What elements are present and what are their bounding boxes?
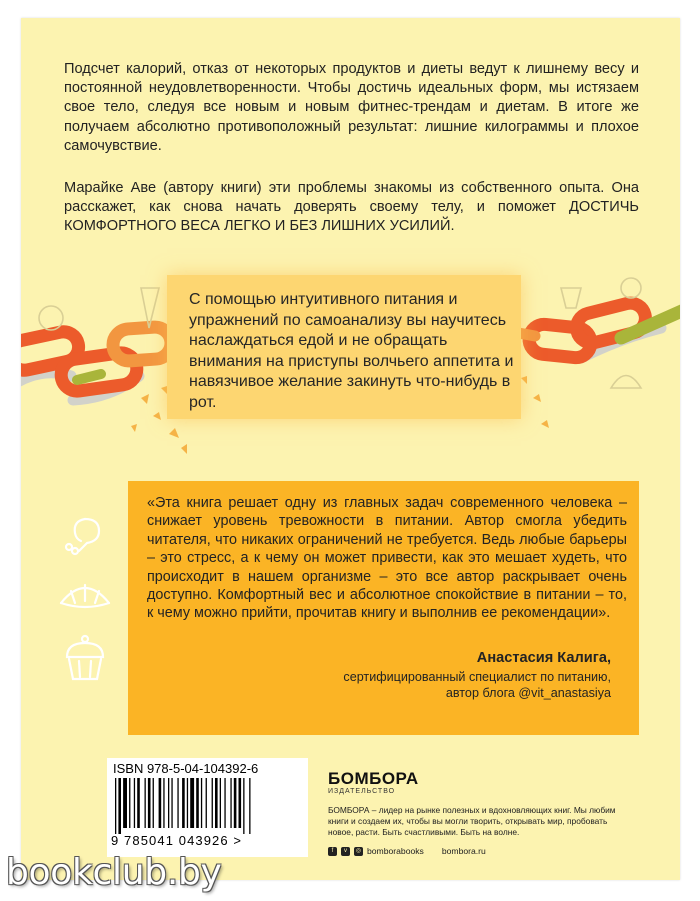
barcode-image: [113, 778, 303, 834]
barcode-block: [107, 758, 308, 857]
vk-icon: v: [341, 847, 350, 856]
intro-paragraph-2: Марайке Аве (автору книги) эти проблемы знакомы из собственного опыта. Она расскажет, как снова начать доверять своему телу, и поможет ДОСТИЧЬ КОМФОРТНОГО ВЕСА ЛЕГКО И БЕЗ ЛИШНИХ УСИЛИЙ.: [64, 180, 639, 235]
quote-author-role: [231, 669, 611, 701]
book-back-cover: [21, 18, 680, 880]
publisher-logo: БОМБОРА: [328, 769, 419, 788]
publisher-website: bombora.ru: [441, 846, 486, 856]
chicken-leg-icon: [63, 513, 107, 557]
croissant-icon: [57, 575, 113, 615]
publisher-description: БОМБОРА – лидер на рынке полезных и вдохновляющих книг. Мы любим книги и создаем их, чтобы вы могли творить, открывать мир, пробовать новое, расти. Быть счастливыми. Быть на волне.: [328, 805, 616, 837]
publisher-social-handle: bomborabooks: [367, 846, 424, 856]
publisher-block: [328, 770, 628, 856]
quote-author-role-line-1: сертифицированный специалист по питанию,: [343, 670, 611, 684]
publisher-subtitle: ИЗДАТЕЛЬСТВО: [328, 788, 396, 795]
barcode-digits: 9 785041 043926 >: [111, 833, 243, 848]
muffin-icon: [59, 633, 111, 685]
publisher-social-row: [328, 846, 628, 856]
instagram-icon: ◎: [355, 847, 362, 854]
quote-author-name: Анастасия Калига,: [476, 650, 611, 666]
intro-paragraph-1: Подсчет калорий, отказ от некоторых продуктов и диеты ведут к лишнему весу и постоянной неудовлетворенности. Чтобы достичь идеальных форм, мы истязаем свое тело, следуя все новым и новым фитнес-трендам и диетам. В итоге же получаем абсолютно противоположный результат: лишние килограммы и плохое самочувствие.: [64, 61, 639, 154]
highlight-text: С помощью интуитивного питания и упражнений по самоанализу вы научитесь наслаждаться едой и не обращать внимания на приступы волчьего аппетита и навязчивое желание закинуть что-нибудь в рот.: [189, 291, 514, 411]
watermark-text: bookclub.by: [6, 852, 222, 893]
quote-author-role-line-2: автор блога @vit_anastasiya: [445, 686, 611, 700]
isbn-label: ISBN 978-5-04-104392-6: [113, 761, 259, 776]
facebook-icon: f: [328, 847, 337, 856]
quote-text: «Эта книга решает одну из главных задач современного человека – снижает уровень тревожности в питании. Автор смогла убедить читателя, что никаких ограничений не требуется. Ведь любые барьеры – это стресс, а к чему он может привести, как это мешает худеть, что происходит в нашем организме – это все автор раскрывает очень доступно. Комфортный вес и абсолютное спокойствие в питании – то, к чему можно прийти, прочитав книгу и выполнив ее рекомендации».: [147, 495, 627, 622]
